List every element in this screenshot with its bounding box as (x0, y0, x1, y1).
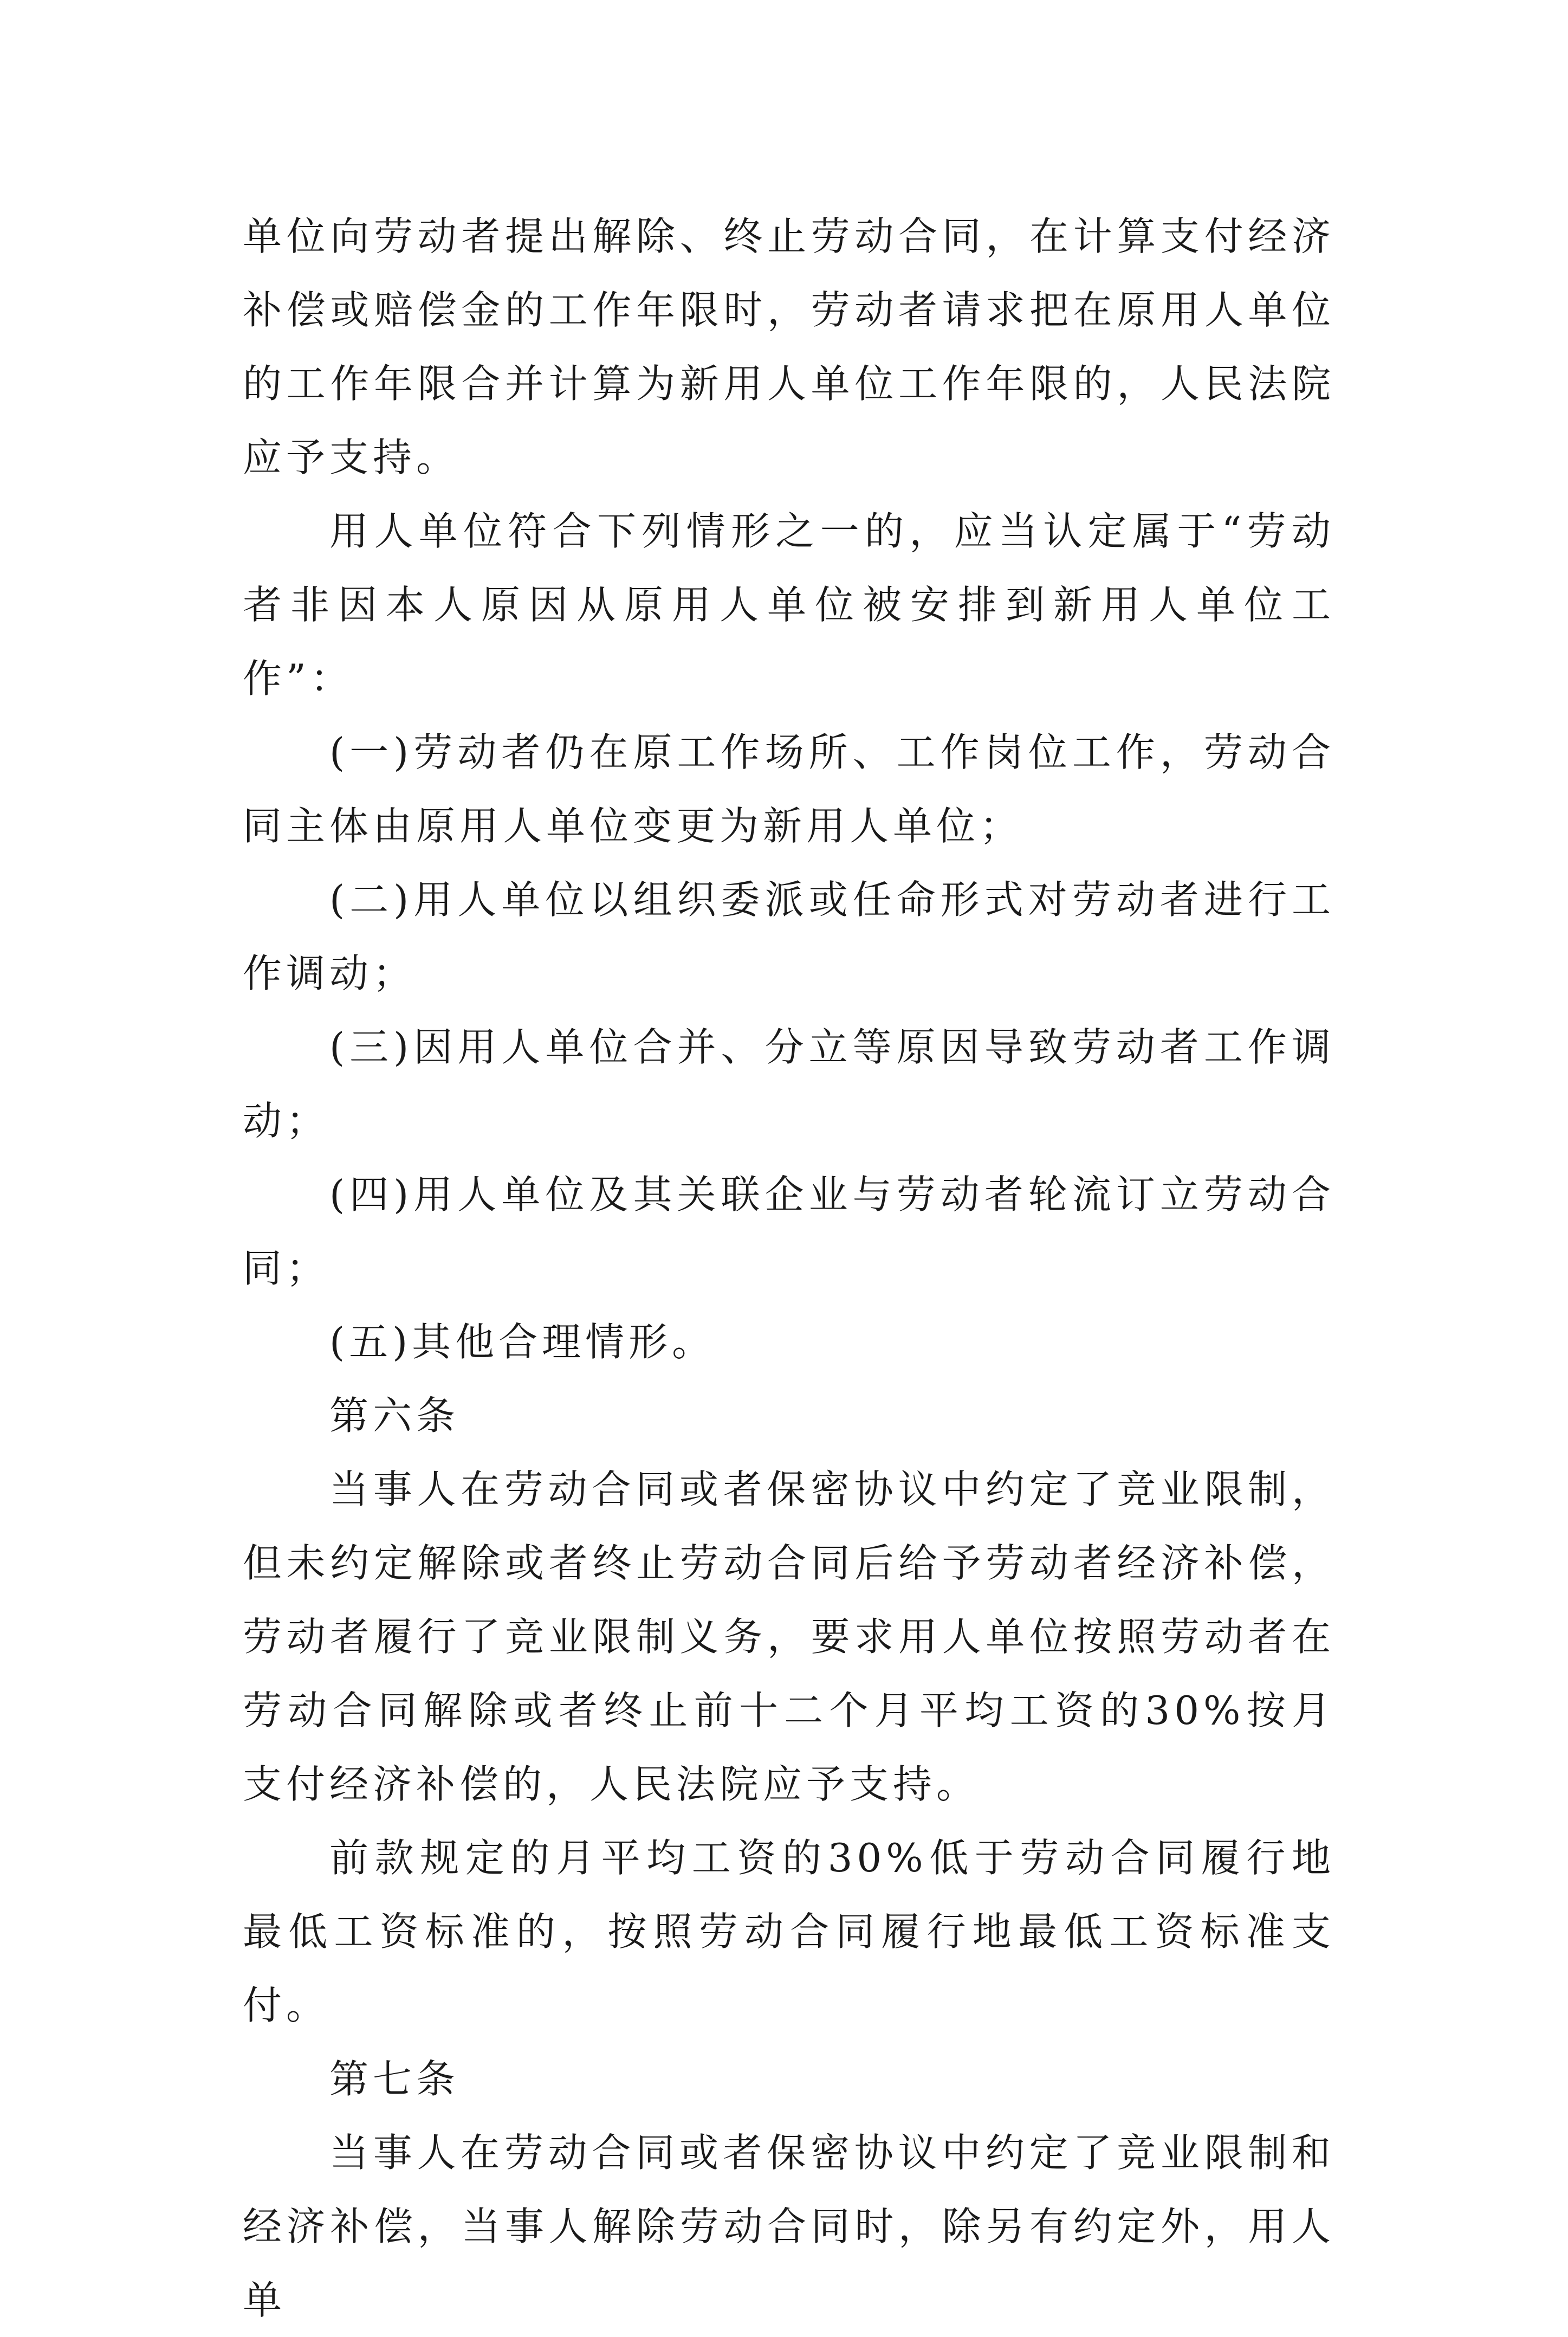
list-item-2: (二)用人单位以组织委派或任命形式对劳动者进行工作调动； (243, 877, 1335, 996)
document-body (243, 199, 1335, 2337)
article-heading-7: 第七条 (329, 2056, 460, 2102)
paragraph-2: 用人单位符合下列情形之一的，应当认定属于“劳动者非因本人原因从原用人单位被安排到新用人单位工作”： (243, 508, 1335, 701)
list-item-4: (四)用人单位及其关联企业与劳动者轮流订立劳动合同； (243, 1172, 1335, 1291)
paragraph-article-6-1: 当事人在劳动合同或者保密协议中约定了竞业限制，但未约定解除或者终止劳动合同后给予劳动者经济补偿，劳动者履行了竞业限制义务，要求用人单位按照劳动者在劳动合同解除或者终止前十二个月平均工资的30%按月支付经济补偿的，人民法院应予支持。 (243, 1467, 1335, 1807)
list-item-1: (一)劳动者仍在原工作场所、工作岗位工作，劳动合同主体由原用人单位变更为新用人单位； (243, 729, 1335, 849)
article-heading-6: 第六条 (329, 1393, 460, 1438)
list-item-3: (三)因用人单位合并、分立等原因导致劳动者工作调动； (243, 1024, 1335, 1144)
list-item-5: (五)其他合理情形。 (329, 1319, 716, 1365)
paragraph-1: 单位向劳动者提出解除、终止劳动合同，在计算支付经济补偿或赔偿金的工作年限时，劳动者请求把在原用人单位的工作年限合并计算为新用人单位工作年限的，人民法院应予支持。 (243, 214, 1335, 480)
paragraph-article-7-1: 当事人在劳动合同或者保密协议中约定了竞业限制和经济补偿，当事人解除劳动合同时，除另有约定外，用人单 (243, 2130, 1335, 2323)
paragraph-article-6-2: 前款规定的月平均工资的30%低于劳动合同履行地最低工资标准的，按照劳动合同履行地最低工资标准支付。 (243, 1835, 1335, 2028)
